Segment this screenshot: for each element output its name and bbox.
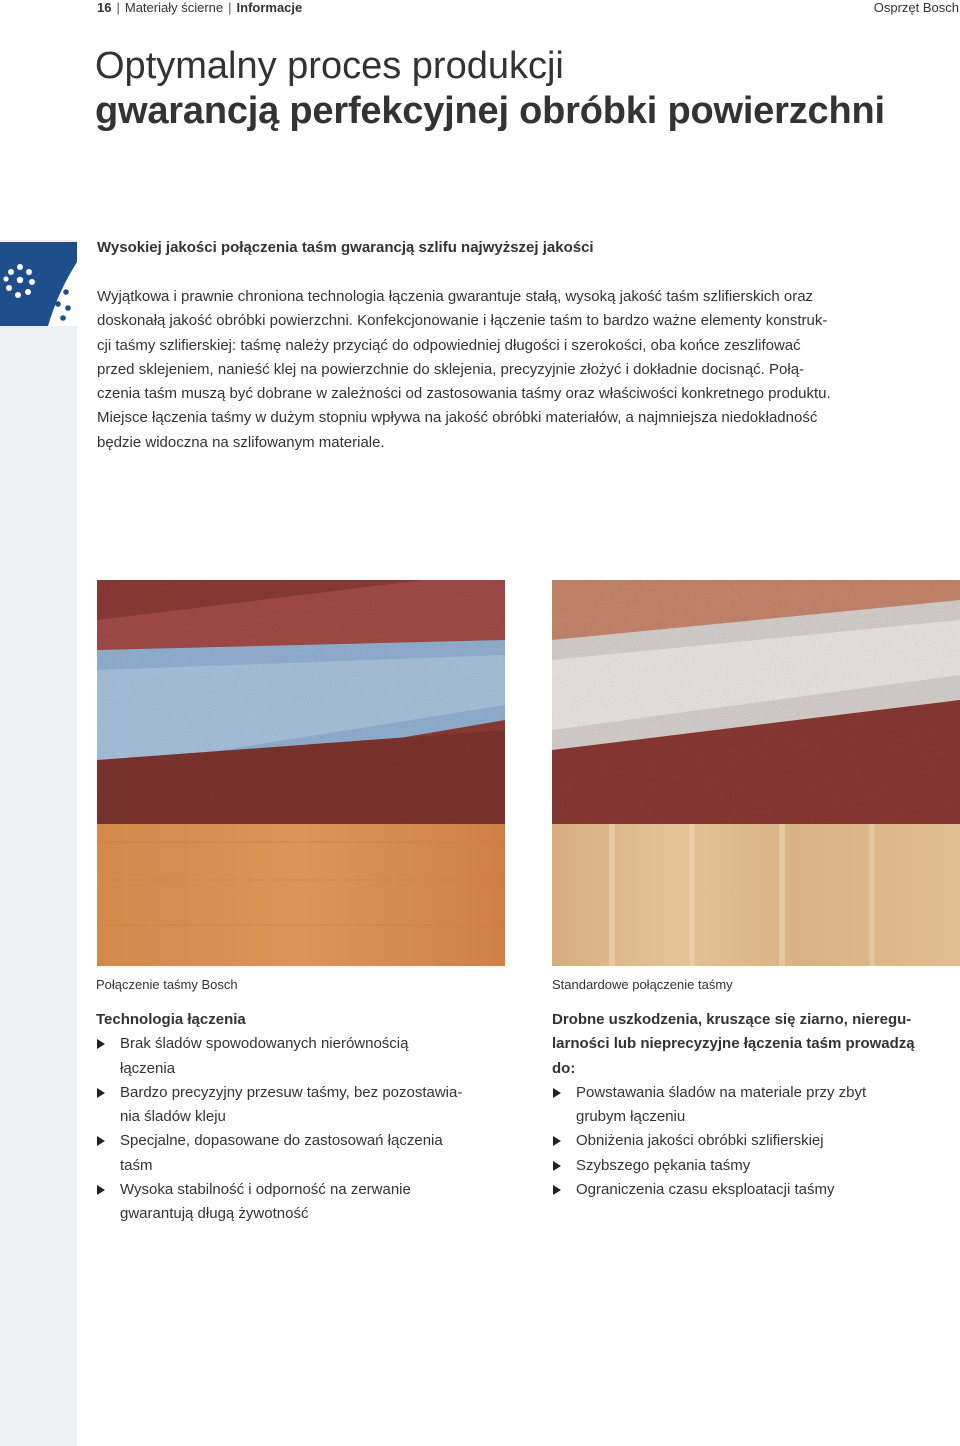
intro-line: Wyjątkowa i prawnie chroniona technologia łączenia gwarantuje stałą, wysoką jakość taśm szlifierskich oraz bbox=[97, 288, 814, 305]
triangle-bullet-icon bbox=[97, 1088, 105, 1098]
caption-bosch-joint: Połączenie taśmy Bosch bbox=[96, 977, 238, 992]
section-name: Materiały ścierne bbox=[124, 0, 224, 15]
list-item-text: Wysoka stabilność i odporność na zerwanie bbox=[120, 1181, 411, 1199]
right-column-heading bbox=[552, 1008, 960, 1081]
intro-line: przed sklejeniem, nanieść klej na powierzchnie do sklejenia, precyzyjnie złożyć i dokładnie docisnąć. Połą- bbox=[97, 360, 805, 378]
list-item-text: Powstawania śladów na materiale przy zbyt bbox=[576, 1083, 867, 1101]
left-column-heading: Technologia łączenia bbox=[96, 1011, 246, 1028]
side-strip bbox=[0, 240, 77, 1446]
left-bullet-list bbox=[96, 1032, 504, 1226]
photo-standard-joint bbox=[552, 580, 960, 966]
list-item bbox=[552, 1129, 960, 1153]
triangle-bullet-icon bbox=[553, 1088, 561, 1098]
list-item bbox=[96, 1081, 504, 1130]
page-title-line2: gwarancją perfekcyjnej obróbki powierzchni bbox=[95, 90, 885, 132]
caption-standard-joint: Standardowe połączenie taśmy bbox=[552, 977, 733, 992]
list-item-text: łączenia bbox=[120, 1059, 176, 1077]
list-item-text: Brak śladów spowodowanych nierównością bbox=[120, 1035, 409, 1053]
intro-line: czenia taśm muszą być dobrane w zależności od zastosowania taśmy oraz właściwości konkretnego produktu. bbox=[97, 385, 831, 403]
photo-bosch-joint bbox=[97, 580, 505, 966]
list-item bbox=[96, 1129, 504, 1178]
sanding-disc-icon bbox=[0, 242, 77, 326]
list-item bbox=[552, 1178, 960, 1202]
list-item-text: Obniżenia jakości obróbki szlifierskiej bbox=[576, 1132, 824, 1150]
list-item bbox=[552, 1154, 960, 1178]
intro-heading: Wysokiej jakości połączenia taśm gwarancją szlifu najwyższej jakości bbox=[97, 239, 594, 256]
list-item-text: Specjalne, dopasowane do zastosowań łączenia bbox=[120, 1132, 443, 1150]
heading-line: Drobne uszkodzenia, kruszące się ziarno, nieregu- bbox=[552, 1011, 912, 1028]
triangle-bullet-icon bbox=[97, 1136, 105, 1146]
list-item-text: nia śladów kleju bbox=[120, 1108, 226, 1126]
page-header bbox=[97, 0, 959, 16]
right-column bbox=[552, 1008, 960, 1202]
intro-line: cji taśmy szlifierskiej: taśmę należy przyciąć do odpowiedniej długości i szerokości, oba końce zeszlifować bbox=[97, 336, 801, 354]
list-item-text: grubym łączeniu bbox=[576, 1108, 686, 1126]
list-item-text: Szybszego pękania taśmy bbox=[576, 1156, 751, 1174]
header-left bbox=[97, 0, 302, 16]
triangle-bullet-icon bbox=[553, 1161, 561, 1171]
triangle-bullet-icon bbox=[553, 1136, 561, 1146]
triangle-bullet-icon bbox=[97, 1039, 105, 1049]
list-item-text: Ograniczenia czasu eksploatacji taśmy bbox=[576, 1181, 835, 1199]
triangle-bullet-icon bbox=[97, 1185, 105, 1195]
list-item-text: Bardzo precyzyjny przesuw taśmy, bez pozostawia- bbox=[120, 1083, 463, 1101]
intro-paragraph bbox=[97, 285, 960, 455]
list-item-text: taśm bbox=[120, 1156, 153, 1174]
page-title-line1: Optymalny proces produkcji bbox=[95, 45, 564, 87]
heading-line: do: bbox=[552, 1059, 576, 1077]
brand-label: Osprzęt Bosch bbox=[873, 0, 959, 15]
right-bullet-list bbox=[552, 1081, 960, 1202]
header-separator: | bbox=[116, 0, 120, 15]
header-separator: | bbox=[228, 0, 232, 15]
heading-line: larności lub nieprecyzyjne łączenia taśm prowadzą bbox=[552, 1035, 915, 1053]
list-item-text: gwarantują długą żywotność bbox=[120, 1205, 309, 1223]
intro-line: Miejsce łączenia taśmy w dużym stopniu wpływa na jakość obróbki materiałów, a najmniejsza niedokładność bbox=[97, 409, 818, 427]
intro-line: będzie widoczna na szlifowanym materiale. bbox=[97, 433, 385, 451]
triangle-bullet-icon bbox=[553, 1185, 561, 1195]
list-item bbox=[552, 1081, 960, 1130]
list-item bbox=[96, 1032, 504, 1081]
subsection-name: Informacje bbox=[236, 0, 303, 15]
intro-line: doskonałą jakość obróbki powierzchni. Konfekcjonowanie i łączenie taśm to bardzo ważne elementy konstruk- bbox=[97, 312, 828, 330]
list-item bbox=[96, 1178, 504, 1227]
left-column bbox=[96, 1008, 504, 1227]
page-number: 16 bbox=[97, 0, 112, 15]
